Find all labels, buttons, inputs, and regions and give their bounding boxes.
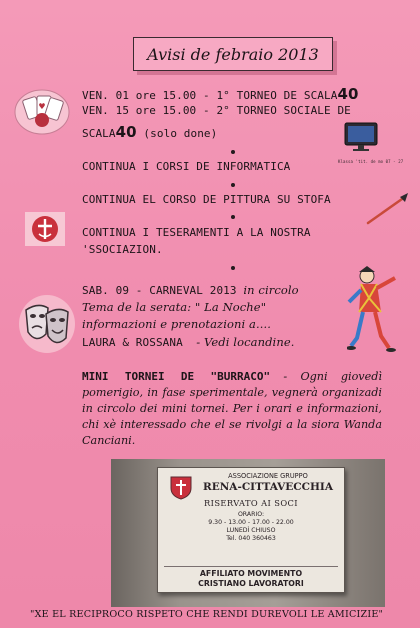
carnival-line-1: SAB. 09 - CARNEVAL 2013 in circolo (82, 283, 299, 297)
association-plaque (157, 467, 345, 593)
bullet (231, 150, 235, 154)
notice-informatica: CONTINUA I CORSI DE INFORMATICA (82, 160, 291, 173)
computer-monitor-icon (343, 122, 379, 156)
event-line-2: VEN. 15 ore 15.00 - 2° TORNEO SOCIALE DE (82, 104, 351, 117)
event-line-1: VEN. 01 ore 15.00 - 1° TORNEO DE SCALA40 (82, 85, 359, 103)
svg-text:♥: ♥ (38, 102, 46, 111)
event-line-3: SCALA40 (solo done) (82, 123, 218, 141)
crest-icon (168, 474, 194, 500)
page-title: Avisi de febraio 2013 (133, 37, 333, 71)
closing-quote: "XE EL RECIPROCO RISPETO CHE RENDI DUREVOLI LE AMICIZIE" (30, 609, 384, 620)
plaque-affiliation: AFFILIATO MOVIMENTO CRISTIANO LAVORATORI (164, 566, 338, 591)
carnival-info: informazioni e prenotazioni a.... (82, 317, 272, 331)
bullet (231, 266, 235, 270)
bullet (231, 215, 235, 219)
burraco-heading: MINI TORNEI DE "BURRACO" (82, 370, 271, 383)
plaque-assoc: ASSOCIAZIONE GRUPPO (228, 472, 308, 480)
carnival-theme: Tema de la serata: " La Noche" (82, 300, 267, 314)
association-emblem-icon (25, 212, 65, 246)
theatre-masks-icon (18, 294, 76, 354)
notice-teseramenti: CONTINUA I TESERAMENTI A LA NOSTRA (82, 226, 311, 239)
bullet (231, 183, 235, 187)
plaque-photo (111, 459, 385, 607)
plaque-reserved: RISERVATO AI SOCI (204, 498, 298, 508)
plaque-hours: ORARIO: 9.30 - 13.00 - 17.00 - 22.00 LUNEDÌ CHIUSO Tel. 040 360463 (208, 511, 294, 542)
burraco-paragraph (82, 369, 382, 449)
harlequin-icon (347, 266, 403, 356)
burraco-text: - Ogni giovedì pomerigio, in fase sperimentale, vegnerà organizadi in circolo dei mini tornei. Per i orari e informazioni, chi xè interessado che el se rivolgi a la siora Wanda Canciani. (82, 370, 382, 447)
paintbrush-icon (362, 193, 410, 227)
playing-cards-icon (13, 88, 71, 136)
notice-teseramenti-cont: 'SSOCIAZION. (82, 243, 163, 256)
monitor-caption: Klassa 'tit. de mo 07 - 27 (338, 159, 404, 164)
carnival-contacts: LAURA & ROSSANA - Vedi locandine. (82, 335, 295, 349)
plaque-name: RENA-CITTAVECCHIA (202, 481, 333, 493)
notice-pittura: CONTINUA EL CORSO DE PITTURA SU STOFA (82, 193, 331, 206)
